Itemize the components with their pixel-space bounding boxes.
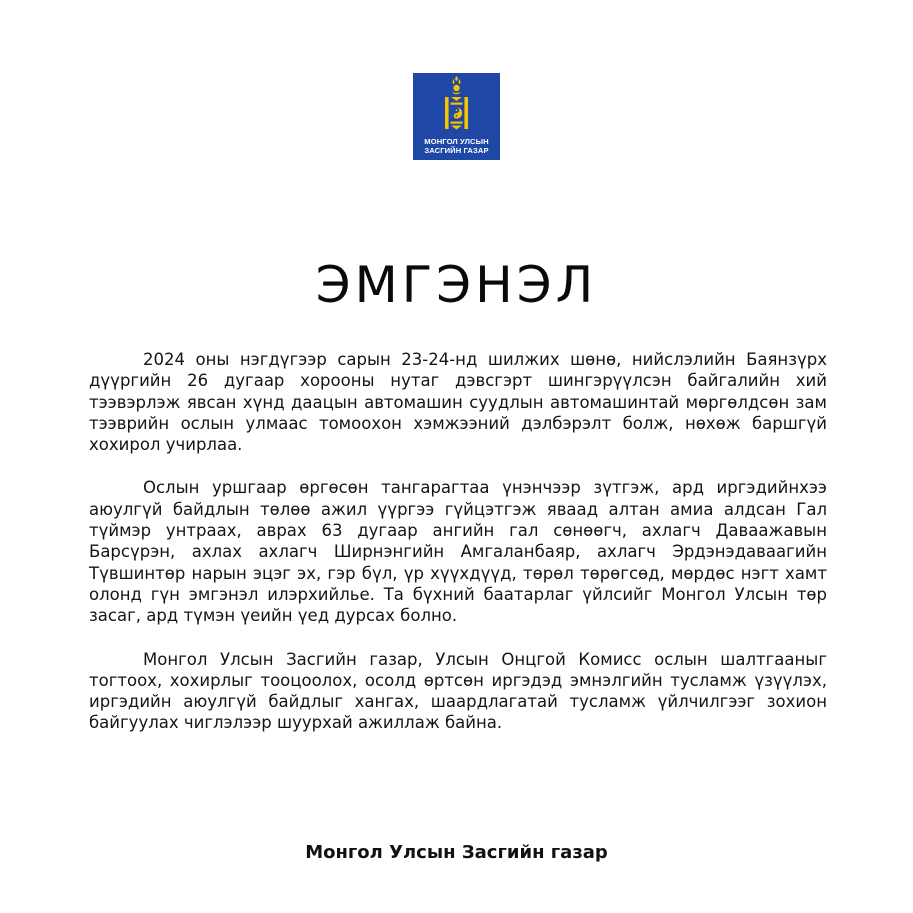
signature: Монгол Улсын Засгийн газар (305, 842, 608, 863)
paragraph-3: Монгол Улсын Засгийн газар, Улсын Онцгой Комисс ослын шалтгааныг тогтоох, хохирлыг тооцоолох, осолд өртсөн иргэдэд эмнэлгийн тусламж үзүүлэх, иргэдийн аюулгүй байдлыг хангах, шаардлагатай тусламж үйлчилгээг зохион байгуулах чиглэлээр шуурхай ажиллаж байна. (89, 649, 827, 733)
condolence-body (89, 349, 827, 734)
paragraph-2: Ослын уршгаар өргөсөн тангарагтаа үнэнчээр зүтгэж, ард иргэдийнхээ аюулгүй байдлын төлөө ажил үүргээ гүйцэтгэж яваад алтан амиа алдсан Гал түймэр унтраах, аврах 63 дугаар ангийн гал сөнөөгч, ахлагч Даваажавын Барсүрэн, ахлах ахлагч Ширнэнгийн Амгаланбаяр, ахлагч Эрдэнэдаваагийн Түвшинтөр нарын эцэг эх, гэр бүл, үр хүүхдүүд, төрөл төрөгсөд, мөрдөс нэгт хамт олонд гүн эмгэнэл илэрхийлье. Та бүхний баатарлаг үйлсийг Монгол Улсын төр засаг, ард түмэн үеийн үед дурсах болно. (89, 478, 827, 626)
page-title: ЭМГЭНЭЛ (315, 256, 598, 314)
government-logo (413, 73, 500, 160)
logo-text-line1: МОНГОЛ УЛСЫН (424, 137, 489, 146)
logo-text-line2: ЗАСГИЙН ГАЗАР (424, 146, 489, 155)
paragraph-1: 2024 оны нэгдүгээр сарын 23-24-нд шилжих шөнө, нийслэлийн Баянзүрх дүүргийн 26 дугаар хорооны нутаг дэвсгэрт шингэрүүлсэн байгалийн хий тээвэрлэж явсан хүнд даацын автомашин суудлын автомашинтай мөргөлдсөн зам тээврийн ослын улмаас томоохон хэмжээний дэлбэрэлт болж, нөхөж баршгүй хохирол учирлаа. (89, 350, 827, 455)
